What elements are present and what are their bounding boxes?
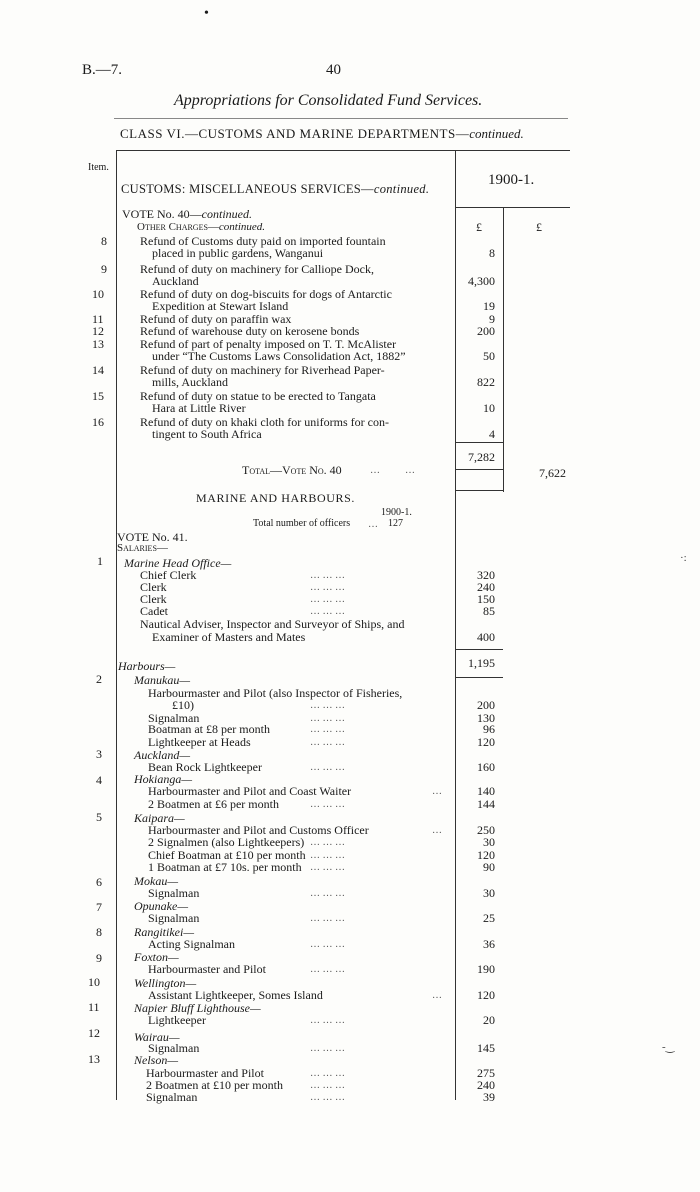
harbour-row-label: 1 Boatman at £7 10s. per month	[148, 860, 302, 874]
leader-dots: … … …	[310, 850, 345, 861]
head-office-item-no: 1	[97, 554, 103, 568]
salary-row-label: Cadet	[140, 604, 168, 618]
harbour-row-label: 2 Boatmen at £10 per month	[146, 1078, 283, 1092]
salaries-label: Salaries—	[117, 542, 168, 554]
item-description: mills, Auckland	[152, 375, 228, 389]
leader-dots: …	[432, 990, 442, 1001]
salary-row-amount: 150	[477, 592, 495, 606]
item-number: 9	[101, 262, 107, 276]
item-number: 15	[92, 389, 104, 403]
leader-dots: … … …	[310, 862, 345, 873]
harbour-item-number: 12	[88, 1026, 100, 1040]
item-number: 14	[92, 363, 104, 377]
item-amount: 10	[483, 401, 495, 415]
item-amount: 4	[489, 427, 495, 441]
harbour-item-number: 6	[96, 875, 102, 889]
salary-row-label: Examiner of Masters and Mates	[152, 630, 306, 644]
item-description: Expedition at Stewart Island	[152, 299, 289, 313]
item-amount: 19	[483, 299, 495, 313]
item-number: 8	[101, 234, 107, 248]
other-charges: Other Charges—continued.	[137, 221, 266, 233]
item-description: Refund of duty on machinery for Riverhead Paper-	[140, 363, 385, 377]
item-amount: 4,300	[468, 274, 495, 288]
leader-dots: … … …	[310, 724, 345, 735]
item-amount: 200	[477, 324, 495, 338]
harbour-item-number: 4	[96, 773, 102, 787]
item-number: 13	[92, 337, 104, 351]
harbour-item-number: 3	[96, 747, 102, 761]
salary-row-amount: 85	[483, 604, 495, 618]
harbour-place: Auckland—	[134, 748, 190, 762]
pound-sign-2: £	[536, 220, 542, 234]
item-amount: 9	[489, 312, 495, 326]
salary-row-label: Clerk	[140, 580, 167, 594]
harbour-row-amount: 145	[477, 1041, 495, 1055]
harbour-row-label: Harbourmaster and Pilot (also Inspector of Fisheries,	[148, 686, 403, 700]
marine-year: 1900-1.	[381, 507, 412, 518]
harbour-row-label: Lightkeeper at Heads	[148, 735, 251, 749]
officers-label: Total number of officers	[253, 518, 351, 529]
item-description: Refund of warehouse duty on kerosene bonds	[140, 324, 360, 338]
harbour-place: Wellington—	[134, 976, 197, 990]
harbour-place: Wairau—	[134, 1030, 180, 1044]
harbour-row-label: Signalman	[146, 1090, 198, 1104]
leader-dots: … … …	[310, 594, 345, 605]
customs-heading: CUSTOMS: MISCELLANEOUS SERVICES—continued.	[121, 182, 430, 196]
item-number: 12	[92, 324, 104, 338]
officers-count: 127	[388, 518, 403, 529]
harbour-row-label: Acting Signalman	[148, 937, 235, 951]
head-office-subtotal: 1,195	[468, 656, 495, 670]
leader-dots: … … …	[310, 606, 345, 617]
harbour-row-amount: 25	[483, 911, 495, 925]
year-header: 1900-1.	[488, 172, 535, 188]
leader-dots: … … …	[310, 913, 345, 924]
item-description: Hara at Little River	[152, 401, 246, 415]
harbour-item-number: 5	[96, 810, 102, 824]
item-description: Refund of duty on khaki cloth for uniforms for con-	[140, 415, 389, 429]
table-top-rule	[116, 150, 570, 151]
harbour-row-amount: 200	[477, 698, 495, 712]
subtotal-rule	[455, 442, 503, 443]
item-description: Refund of Customs duty paid on imported fountain	[140, 234, 386, 248]
item-amount: 50	[483, 349, 495, 363]
harbour-row-label: Harbourmaster and Pilot	[148, 962, 266, 976]
harbour-item-number: 10	[88, 975, 100, 989]
leader-dots: … … …	[310, 713, 345, 724]
item-description: tingent to South Africa	[152, 427, 262, 441]
vote-41: VOTE No. 41.	[117, 530, 188, 544]
salary-row-label: Nautical Adviser, Inspector and Surveyor of Ships, and	[140, 617, 405, 631]
total-dots: … …	[370, 465, 415, 476]
officers-dots: …	[368, 519, 378, 530]
item-description: Refund of duty on paraffin wax	[140, 312, 292, 326]
class-heading: CLASS VI.—CUSTOMS AND MARINE DEPARTMENTS—continued.	[120, 126, 524, 141]
harbour-row-label: Lightkeeper	[148, 1013, 206, 1027]
item-description: Refund of duty on statue to be erected to Tangata	[140, 389, 376, 403]
harbour-row-amount: 20	[483, 1013, 495, 1027]
leader-dots: … … …	[310, 1092, 345, 1103]
harbour-place: Nelson—	[134, 1053, 179, 1067]
harbour-row-label: £10)	[172, 698, 194, 712]
page-ref: B.—7.	[82, 62, 123, 78]
item-number: 10	[92, 287, 104, 301]
top-rule	[114, 118, 568, 119]
pound-sign-1: £	[476, 220, 482, 234]
section-end-rule	[455, 490, 503, 491]
leader-dots: … … …	[310, 837, 345, 848]
harbour-row-label: Bean Rock Lightkeeper	[148, 760, 262, 774]
harbour-row-amount: 96	[483, 722, 495, 736]
harbour-row-amount: 30	[483, 886, 495, 900]
harbour-item-number: 9	[96, 951, 102, 965]
harbour-item-number: 13	[88, 1052, 100, 1066]
harbour-place: Napier Bluff Lighthouse—	[134, 1001, 261, 1015]
vote-40: VOTE No. 40—continued.	[122, 207, 252, 221]
head-office-rule	[455, 649, 503, 650]
harbour-place: Mokau—	[134, 874, 178, 888]
harbour-place: Rangitikei—	[134, 925, 194, 939]
harbour-row-label: 2 Signalmen (also Lightkeepers)	[148, 835, 305, 849]
harbour-row-amount: 140	[477, 784, 495, 798]
harbour-row-amount: 90	[483, 860, 495, 874]
harbour-row-label: Signalman	[148, 886, 200, 900]
amount-mid-rule	[503, 207, 504, 492]
harbour-row-label: Signalman	[148, 1041, 200, 1055]
harbour-row-amount: 36	[483, 937, 495, 951]
item-description: Auckland	[152, 274, 199, 288]
harbour-place: Opunake—	[134, 899, 188, 913]
customs-subtotal: 7,282	[468, 450, 495, 464]
leader-dots: … … …	[310, 582, 345, 593]
harbour-item-number: 7	[96, 900, 102, 914]
harbour-row-label: Assistant Lightkeeper, Somes Island	[148, 988, 323, 1002]
item-description: under “The Customs Laws Consolidation Act, 1882”	[152, 349, 406, 363]
harbour-item-number: 8	[96, 925, 102, 939]
harbour-row-label: Chief Boatman at £10 per month	[148, 848, 306, 862]
harbour-row-amount: 275	[477, 1066, 495, 1080]
leader-dots: … … …	[310, 1043, 345, 1054]
leader-dots: … … …	[310, 737, 345, 748]
margin-mark: -‿	[662, 1041, 675, 1053]
year-under-rule	[455, 207, 570, 208]
subtotal-under-rule	[455, 469, 503, 470]
salary-row-amount: 240	[477, 580, 495, 594]
harbour-row-amount: 160	[477, 760, 495, 774]
item-description: Refund of duty on machinery for Calliope Dock,	[140, 262, 374, 276]
item-column-rule	[116, 150, 117, 1100]
harbour-row-amount: 130	[477, 711, 495, 725]
salary-row-label: Clerk	[140, 592, 167, 606]
leader-dots: … … …	[310, 570, 345, 581]
harbour-row-label: Boatman at £8 per month	[148, 722, 270, 736]
harbour-row-label: Harbourmaster and Pilot and Customs Officer	[148, 823, 369, 837]
salary-row-label: Chief Clerk	[140, 568, 197, 582]
item-amount: 822	[477, 375, 495, 389]
leader-dots: … … …	[310, 700, 345, 711]
harbour-row-label: Harbourmaster and Pilot and Coast Waiter	[148, 784, 352, 798]
harbour-row-amount: 240	[477, 1078, 495, 1092]
total-vote-40: 7,622	[539, 466, 566, 480]
marine-heading: MARINE AND HARBOURS.	[196, 491, 356, 505]
amount-left-rule	[455, 150, 456, 1100]
head-office-under-rule	[455, 677, 503, 678]
page-number: 40	[326, 62, 341, 78]
leader-dots: … … …	[310, 964, 345, 975]
margin-mark: ·:	[680, 552, 687, 564]
ink-dot: •	[204, 6, 209, 21]
harbour-row-label: 2 Boatmen at £6 per month	[148, 797, 279, 811]
leader-dots: … … …	[310, 1068, 345, 1079]
harbour-place: Foxton—	[134, 950, 179, 964]
harbour-row-label: Harbourmaster and Pilot	[146, 1066, 264, 1080]
harbour-row-amount: 120	[477, 735, 495, 749]
salary-row-amount: 320	[477, 568, 495, 582]
item-description: Refund of duty on dog-biscuits for dogs of Antarctic	[140, 287, 392, 301]
harbour-place: Hokianga—	[134, 772, 192, 786]
harbour-row-amount: 190	[477, 962, 495, 976]
item-description: placed in public gardens, Wanganui	[152, 246, 324, 260]
harbour-row-amount: 120	[477, 988, 495, 1002]
harbour-row-amount: 144	[477, 797, 495, 811]
harbour-row-label: Signalman	[148, 911, 200, 925]
leader-dots: … … …	[310, 799, 345, 810]
leader-dots: … … …	[310, 1015, 345, 1026]
harbour-item-number: 2	[96, 672, 102, 686]
salary-row-amount: 400	[477, 630, 495, 644]
harbour-row-label: Signalman	[148, 711, 200, 725]
harbour-row-amount: 250	[477, 823, 495, 837]
page-title: Appropriations for Consolidated Fund Services.	[174, 92, 483, 109]
item-header: Item.	[88, 162, 109, 173]
total-vote-40-label: Total—Vote No. 40	[242, 463, 342, 477]
item-amount: 8	[489, 246, 495, 260]
harbour-item-number: 11	[88, 1000, 100, 1014]
item-number: 11	[92, 312, 104, 326]
harbour-place: Manukau—	[134, 673, 190, 687]
harbour-row-amount: 39	[483, 1090, 495, 1104]
leader-dots: …	[432, 825, 442, 836]
leader-dots: … … …	[310, 888, 345, 899]
harbours-label: Harbours—	[118, 659, 176, 673]
harbour-place: Kaipara—	[134, 811, 185, 825]
leader-dots: … … …	[310, 1080, 345, 1091]
head-office-label: Marine Head Office—	[124, 556, 232, 570]
leader-dots: … … …	[310, 762, 345, 773]
harbour-row-amount: 30	[483, 835, 495, 849]
harbour-row-amount: 120	[477, 848, 495, 862]
leader-dots: … … …	[310, 939, 345, 950]
item-number: 16	[92, 415, 104, 429]
item-description: Refund of part of penalty imposed on T. T. McAlister	[140, 337, 397, 351]
leader-dots: …	[432, 786, 442, 797]
